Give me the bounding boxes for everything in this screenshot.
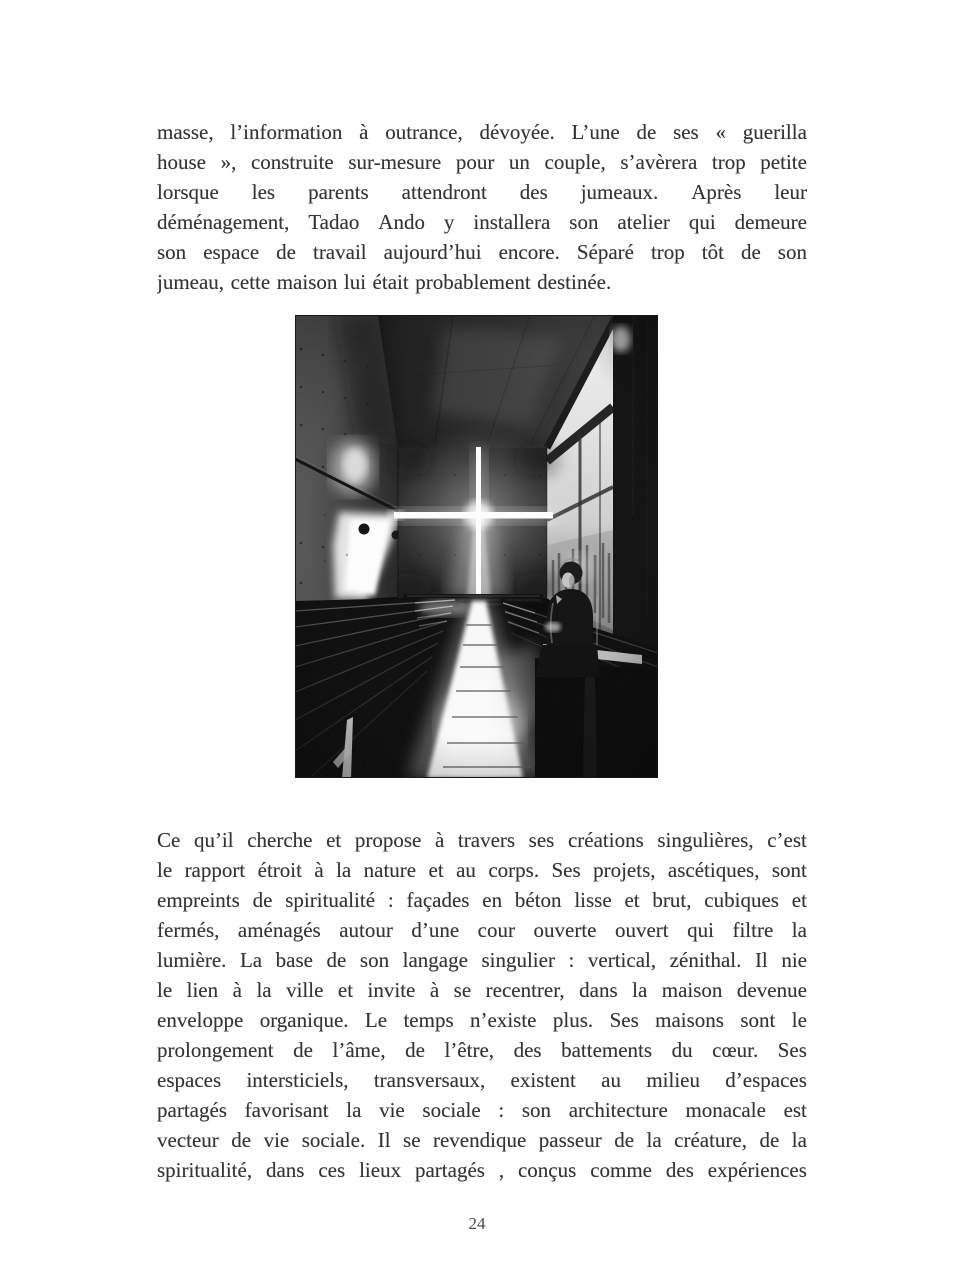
- text-line: masse, l’information à outrance, dévoyée. L’une de ses « guerilla: [157, 120, 807, 144]
- text-line: déménagement, Tadao Ando y installera son atelier qui demeure: [157, 210, 807, 234]
- text-line: Ce qu’il cherche et propose à travers ses créations singulières, c’est: [157, 828, 807, 852]
- text-line: lumière. La base de son langage singulier : vertical, zénithal. Il nie: [157, 948, 807, 972]
- text-line: vecteur de vie sociale. Il se revendique passeur de la créature, de la: [157, 1128, 807, 1152]
- page-number: 24: [468, 1214, 486, 1233]
- text-line: empreints de spiritualité : façades en béton lisse et brut, cubiques et: [157, 888, 807, 912]
- text-line: prolongement de l’âme, de l’être, des battements du cœur. Ses: [157, 1038, 807, 1062]
- text-line: fermés, aménagés autour d’une cour ouverte ouvert qui filtre la: [157, 918, 807, 942]
- paragraph-1: [157, 117, 807, 297]
- text-line: jumeau, cette maison lui était probablement destinée.: [157, 270, 612, 294]
- paragraph-2: [157, 825, 807, 1185]
- text-line: spiritualité, dans ces lieux partagés , conçus comme des expériences: [157, 1158, 807, 1182]
- text-line: le lien à la ville et invite à se recentrer, dans la maison devenue: [157, 978, 807, 1002]
- photo-grain: [295, 315, 658, 778]
- text-line: enveloppe organique. Le temps n’existe plus. Ses maisons sont le: [157, 1008, 807, 1032]
- text-line: le rapport étroit à la nature et au corps. Ses projets, ascétiques, sont: [157, 858, 807, 882]
- text-line: espaces intersticiels, transversaux, existent au milieu d’espaces: [157, 1068, 807, 1092]
- text-line: house », construite sur-mesure pour un couple, s’avèrera trop petite: [157, 150, 807, 174]
- text-line: son espace de travail aujourd’hui encore. Séparé trop tôt de son: [157, 240, 807, 264]
- text-line: partagés favorisant la vie sociale : son architecture monacale est: [157, 1098, 807, 1122]
- text-line: lorsque les parents attendront des jumeaux. Après leur: [157, 180, 807, 204]
- church-of-the-light-photo: [295, 315, 658, 778]
